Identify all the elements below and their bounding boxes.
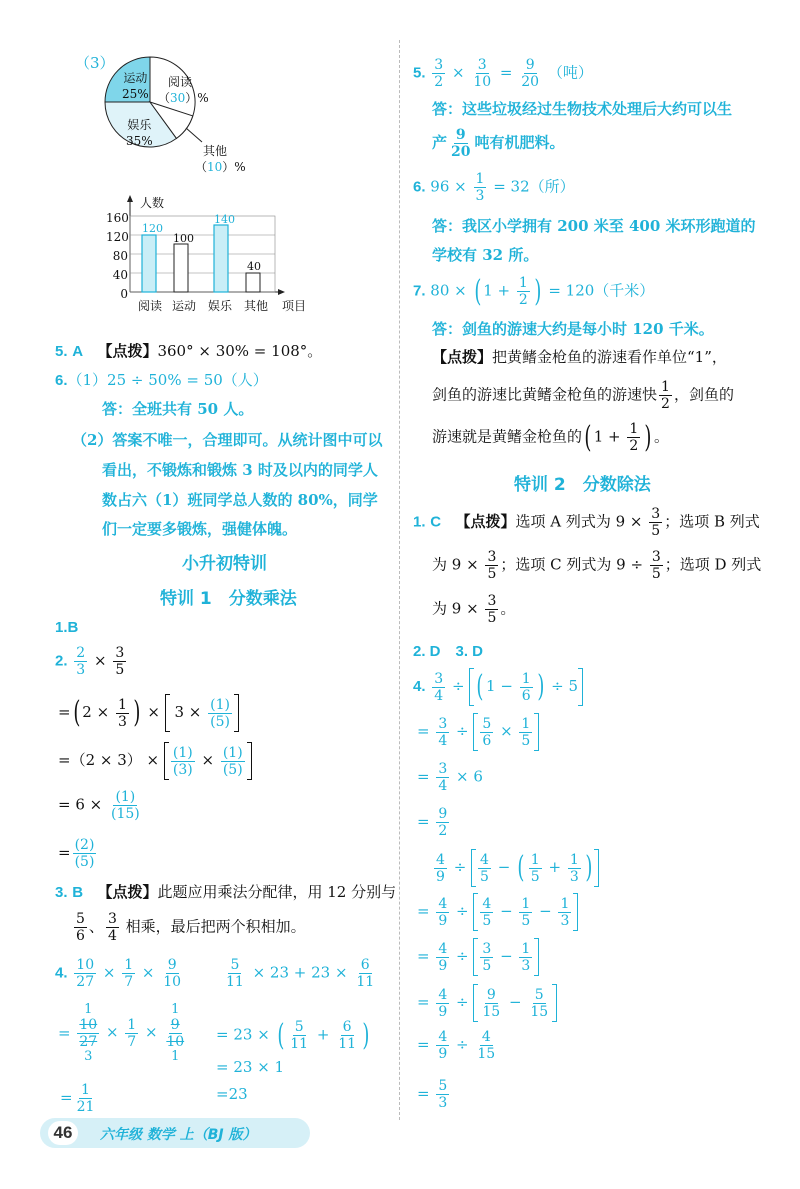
bar-val-read: 120 <box>142 222 163 235</box>
a4-line1b: $\frac{5}{11}$ × 23 + 23 × $\frac{6}{11}$ <box>226 957 375 990</box>
a2-line5: = $\frac{(2)}{(5)}$ <box>58 837 95 870</box>
page-number: 46 <box>48 1121 78 1145</box>
bar-cat-fun: 娱乐 <box>208 299 233 313</box>
column-divider <box>399 40 400 1120</box>
b4-line1: 4. $\frac{3}{4}$ ÷ ( 1 − $\frac{1}{6}$ ) ÷ 5 <box>413 668 583 706</box>
r7-tip1: 【点拨】把黄鳍金枪鱼的游速看作单位“1”， <box>432 348 727 366</box>
bar-val-fun: 140 <box>214 213 235 226</box>
bar-fun <box>214 225 228 292</box>
a4-line2a: = 1 $\frac{10}{27}$ 3 × $\frac{1}{7}$ × 1 $\frac{9}{10}$ 1 <box>58 1002 185 1064</box>
bar-cat-other: 其他 <box>244 299 269 313</box>
r7-tip3: 游速就是黄鳍金枪鱼的( 1 + $\frac{1}{2}$ ) 。 <box>432 419 670 455</box>
r6-line1: 6. 96 × $\frac{1}{3}$ = 32（所） <box>413 171 575 204</box>
a1-line: 1.B <box>55 619 79 636</box>
b1-line1: 1. C 【点拨】选项 A 列式为 9 × $\frac{3}{5}$ ；选项 B 列式 <box>413 506 760 539</box>
q6-line1: 6.（1）25 ÷ 50% = 50（人） <box>55 371 268 389</box>
bar-ylabel: 人数 <box>140 196 165 210</box>
a4-line4b: =23 <box>216 1085 248 1103</box>
b4-line10: = $\frac{5}{3}$ <box>417 1078 448 1111</box>
bar-cat-read: 阅读 <box>138 299 163 313</box>
b1-line2: 为 9 × $\frac{3}{5}$ ；选项 C 列式为 9 ÷ $\frac{3}{5}$ ；选项 D 列式 <box>432 549 762 582</box>
b4-line2: = $\frac{3}{4}$ ÷ $\frac{5}{6}$ × $\frac{1}{5}$ <box>417 713 539 751</box>
a3-line2: $\frac{5}{6}$ 、 $\frac{3}{4}$ 相乘，最后把两个积相加。 <box>76 911 306 944</box>
bar-yticks: 160 120 80 40 0 <box>106 211 129 301</box>
pie-fun-label: 娱乐 35% <box>126 118 153 148</box>
bar-val-other: 40 <box>247 260 261 273</box>
r7-line1: 7. 80 × ( 1 + $\frac{1}{2}$ ) = 120（千米） <box>413 273 655 309</box>
pie-other-label: 其他 （10）% <box>195 144 246 174</box>
r5-line1: 5. $\frac{3}{2}$ × $\frac{3}{10}$ = $\frac{9}{20}$ （吨） <box>413 57 593 90</box>
a3-line1: 3. B 【点拨】此题应用乘法分配律，用 12 分别与 <box>55 883 397 901</box>
r7-tip2: 剑鱼的游速比黄鳍金枪鱼的游速快 $\frac{1}{2}$ ，剑鱼的 <box>432 379 734 412</box>
q6-p2b: 看出，不锻炼和锻炼 3 时及以内的同学人 <box>102 461 378 479</box>
q3-label: （3） <box>75 54 115 72</box>
a2-line2: =( 2 × $\frac{1}{3}$ ) × 3 × $\frac{(1)}{(5)}$ <box>58 694 239 732</box>
a4-line1a: 4. $\frac{10}{27}$ × $\frac{1}{7}$ × $\frac{9}{10}$ <box>55 957 182 990</box>
a4-line2b: = 23 × ( $\frac{5}{11}$ + $\frac{6}{11}$ ) <box>216 1017 370 1053</box>
a4-line3a: = $\frac{1}{21}$ <box>60 1082 95 1115</box>
section-title: 小升初特训 <box>182 554 267 574</box>
b4-line8: = $\frac{4}{9}$ ÷ $\frac{9}{15}$ − $\frac{5}{15}$ <box>417 984 557 1022</box>
subsection-2-title: 特训 2 分数除法 <box>514 475 651 495</box>
r5-answer2: 产 $\frac{9}{20}$ 吨有机肥料。 <box>432 127 565 160</box>
bar-read <box>142 235 156 292</box>
b4-line4: = $\frac{9}{2}$ <box>417 806 448 839</box>
pie-sport-label: 运动 25% <box>122 71 149 101</box>
subsection-1-title: 特训 1 分数乘法 <box>160 589 297 609</box>
b4-line3: = $\frac{3}{4}$ × 6 <box>417 761 483 794</box>
q5-line: 5. A 【点拨】360° × 30% = 108°。 <box>55 342 323 360</box>
b2-b3-line: 2. D 3. D <box>413 643 484 660</box>
q6-p2a: （2）答案不唯一，合理即可。从统计图中可以 <box>72 431 383 449</box>
r6-answer1: 答：我区小学拥有 200 米至 400 米环形跑道的 <box>432 217 756 235</box>
q6-p2d: 们一定要多锻炼，强健体魄。 <box>102 520 298 538</box>
bar-cat-sport: 运动 <box>172 299 197 313</box>
pie-read-label: 阅读 （30）% <box>158 75 209 105</box>
bar-xlabel: 项目 <box>282 299 307 313</box>
r6-answer2: 学校有 32 所。 <box>432 246 539 264</box>
b4-line6: = $\frac{4}{9}$ ÷ $\frac{4}{5}$ − $\frac{1}{5}$ − $\frac{1}{3}$ <box>417 893 578 931</box>
a2-line1: 2. $\frac{2}{3}$ × $\frac{3}{5}$ <box>55 645 125 678</box>
q6-answer1: 答：全班共有 50 人。 <box>102 400 254 418</box>
a2-line4: = 6 × $\frac{(1)}{(15)}$ <box>58 789 140 822</box>
b4-line9: = $\frac{4}{9}$ ÷ $\frac{4}{15}$ <box>417 1029 496 1062</box>
r5-answer1: 答：这些垃圾经过生物技术处理后大约可以生 <box>432 100 733 118</box>
a4-line3b: = 23 × 1 <box>216 1058 285 1076</box>
q6-p2c: 数占六（1）班同学总人数的 80%，同学 <box>102 491 378 509</box>
b1-line3: 为 9 × $\frac{3}{5}$ 。 <box>432 593 516 626</box>
r7-answer: 答：剑鱼的游速大约是每小时 120 千米。 <box>432 320 714 338</box>
footer-book-title: 六年级 数学 上（BJ 版） <box>100 1127 257 1143</box>
a2-line3: =（2 × 3） × $\frac{(1)}{(3)}$ × $\frac{(1)}{(5)}$ <box>58 742 252 780</box>
bar-other <box>246 273 260 292</box>
bar-val-sport: 100 <box>173 232 194 245</box>
b4-line7: = $\frac{4}{9}$ ÷ $\frac{3}{5}$ − $\frac{1}{3}$ <box>417 938 539 976</box>
b4-line5: $\frac{4}{9}$ ÷ $\frac{4}{5}$ − ( $\frac{1}{5}$ + $\frac{1}{3}$ ) <box>432 849 599 887</box>
bar-sport <box>174 244 188 292</box>
